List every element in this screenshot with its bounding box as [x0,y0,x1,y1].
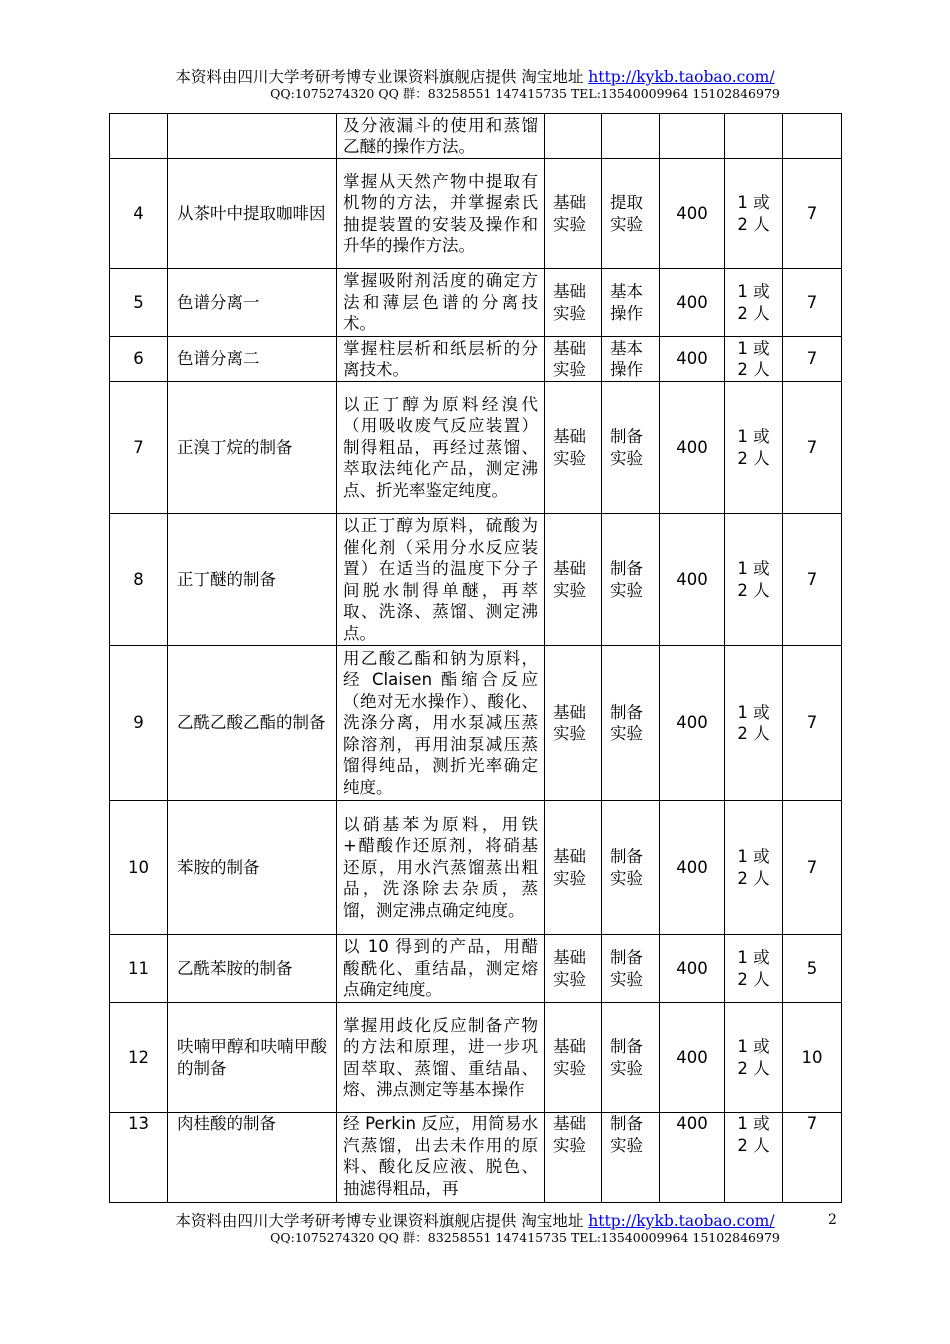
cell-type1: 基础实验 [545,1113,602,1203]
cell-group [725,159,783,269]
cell-no: 12 [110,1003,168,1113]
table-row [110,269,842,337]
cell-desc: 掌握吸附剂活度的确定方法和薄层色谱的分离技术。 [337,269,545,337]
cell-group [725,382,783,514]
cell-no: 6 [110,337,168,382]
group-line-2: 2 人 [737,724,770,743]
footer-contact: QQ:1075274320 QQ 群：83258551 147415735 TEL:13540009964 15102846979 [270,1230,780,1245]
cell-hours: 400 [660,935,725,1003]
cell-hours: 400 [660,646,725,801]
cell-count: 5 [783,935,842,1003]
cell-type1: 基础实验 [545,337,602,382]
cell-desc: 掌握用歧化反应制备产物的方法和原理，进一步巩固萃取、蒸馏、重结晶、熔、沸点测定等基本操作 [337,1003,545,1113]
cell-type1: 基础实验 [545,935,602,1003]
table-row [110,514,842,646]
cell-count: 7 [783,514,842,646]
cell-count: 7 [783,269,842,337]
cell-group [725,1113,783,1203]
cell-count: 7 [783,646,842,801]
cell-desc: 掌握柱层析和纸层析的分离技术。 [337,337,545,382]
cell-type1: 基础实验 [545,159,602,269]
group-line-2: 2 人 [737,360,770,379]
cell-type1: 基础实验 [545,1003,602,1113]
group-line-1: 1 或 [737,427,770,446]
cell-name: 乙酰苯胺的制备 [168,935,337,1003]
group-line-1: 1 或 [737,559,770,578]
cell-desc: 以正丁醇为原料经溴代（用吸收废气反应装置）制得粗品，再经过蒸馏、萃取法纯化产品，测定沸点、折光率鉴定纯度。 [337,382,545,514]
cell-desc: 经 Perkin 反应，用简易水汽蒸馏，出去未作用的原料、酸化反应液、脱色、抽滤得粗品，再 [337,1113,545,1203]
cell-desc: 及分液漏斗的使用和蒸馏乙醚的操作方法。 [337,114,545,159]
cell-type2: 基本操作 [602,337,660,382]
cell-name [168,114,337,159]
cell-group [725,337,783,382]
cell-hours: 400 [660,1113,725,1203]
cell-count: 7 [783,337,842,382]
cell-type2: 制备实验 [602,1003,660,1113]
cell-type1: 基础实验 [545,801,602,935]
group-line-2: 2 人 [737,1058,770,1078]
cell-type1: 基础实验 [545,269,602,337]
cell-hours: 400 [660,337,725,382]
cell-type2: 制备实验 [602,801,660,935]
cell-type2: 制备实验 [602,382,660,514]
cell-group [725,1003,783,1113]
group-line-2: 2 人 [737,969,770,989]
cell-type1: 基础实验 [545,514,602,646]
cell-no: 4 [110,159,168,269]
cell-hours: 400 [660,1003,725,1113]
cell-no: 9 [110,646,168,801]
cell-hours: 400 [660,382,725,514]
group-line-1: 1 或 [737,1114,770,1133]
group-line-2: 2 人 [737,868,770,888]
table-row [110,1113,842,1203]
header-shop-link[interactable]: http://kykb.taobao.com/ [588,68,775,86]
group-line-2: 2 人 [737,214,770,234]
group-line-1: 1 或 [737,1037,770,1056]
cell-name: 从茶叶中提取咖啡因 [168,159,337,269]
table-row [110,646,842,801]
table-row [110,382,842,514]
cell-no [110,114,168,159]
cell-hours: 400 [660,514,725,646]
cell-type1: 基础实验 [545,646,602,801]
group-line-2: 2 人 [737,303,770,323]
page-header [0,68,950,102]
header-text: 本资料由四川大学考研考博专业课资料旗舰店提供 淘宝地址 [175,68,589,86]
cell-group [725,935,783,1003]
header-contact: QQ:1075274320 QQ 群：83258551 147415735 TEL:13540009964 15102846979 [270,86,780,101]
cell-count: 7 [783,382,842,514]
cell-type2: 制备实验 [602,1113,660,1203]
page-footer [0,1212,950,1246]
page-number: 2 [828,1212,837,1228]
cell-name: 正溴丁烷的制备 [168,382,337,514]
cell-group [725,646,783,801]
cell-name: 正丁醚的制备 [168,514,337,646]
cell-desc: 以硝基苯为原料，用铁+醋酸作还原剂，将硝基还原，用水汽蒸馏蒸出粗品，洗涤除去杂质，蒸馏，测定沸点确定纯度。 [337,801,545,935]
cell-name: 色谱分离二 [168,337,337,382]
table-row [110,801,842,935]
cell-desc: 用乙酸乙酯和钠为原料，经 Claisen 酯缩合反应（绝对无水操作）、酸化、洗涤分离，用水泵减压蒸除溶剂，再用油泵减压蒸馏得纯品，测折光率确定纯度。 [337,646,545,801]
cell-hours: 400 [660,159,725,269]
cell-name: 乙酰乙酸乙酯的制备 [168,646,337,801]
cell-type2: 提取实验 [602,159,660,269]
table-row [110,935,842,1003]
cell-name: 呋喃甲醇和呋喃甲酸的制备 [168,1003,337,1113]
cell-no: 7 [110,382,168,514]
cell-group [725,801,783,935]
cell-hours: 400 [660,801,725,935]
cell-name: 苯胺的制备 [168,801,337,935]
cell-no: 5 [110,269,168,337]
cell-desc: 以正丁醇为原料，硫酸为催化剂（采用分水反应装置）在适当的温度下分子间脱水制得单醚，再萃取、洗涤、蒸馏、测定沸点。 [337,514,545,646]
cell-hours: 400 [660,269,725,337]
group-line-2: 2 人 [737,580,770,600]
group-line-1: 1 或 [737,338,770,358]
cell-type2: 制备实验 [602,935,660,1003]
cell-count: 7 [783,801,842,935]
footer-text: 本资料由四川大学考研考博专业课资料旗舰店提供 淘宝地址 [175,1212,589,1230]
cell-name: 肉桂酸的制备 [168,1113,337,1203]
experiment-table [109,113,842,1203]
group-line-1: 1 或 [737,193,770,212]
table-row [110,159,842,269]
group-line-1: 1 或 [737,282,770,301]
group-line-2: 2 人 [737,448,770,468]
cell-group [725,269,783,337]
cell-type2: 基本操作 [602,269,660,337]
cell-name: 色谱分离一 [168,269,337,337]
cell-no: 13 [110,1113,168,1203]
cell-count: 10 [783,1003,842,1113]
cell-group [725,514,783,646]
cell-no: 10 [110,801,168,935]
footer-shop-link[interactable]: http://kykb.taobao.com/ [588,1212,775,1230]
cell-type1: 基础实验 [545,382,602,514]
cell-no: 11 [110,935,168,1003]
cell-desc: 以 10 得到的产品，用醋酸酰化、重结晶，测定熔点确定纯度。 [337,935,545,1003]
group-line-2: 2 人 [737,1135,770,1155]
table-row [110,337,842,382]
cell-type2: 制备实验 [602,514,660,646]
group-line-1: 1 或 [737,702,770,722]
cell-type2: 制备实验 [602,646,660,801]
cell-desc: 掌握从天然产物中提取有机物的方法，并掌握索氏抽提装置的安装及操作和升华的操作方法。 [337,159,545,269]
cell-count: 7 [783,159,842,269]
cell-no: 8 [110,514,168,646]
cell-count: 7 [783,1113,842,1203]
table-row [110,114,842,159]
group-line-1: 1 或 [737,847,770,866]
group-line-1: 1 或 [737,948,770,967]
table-row [110,1003,842,1113]
